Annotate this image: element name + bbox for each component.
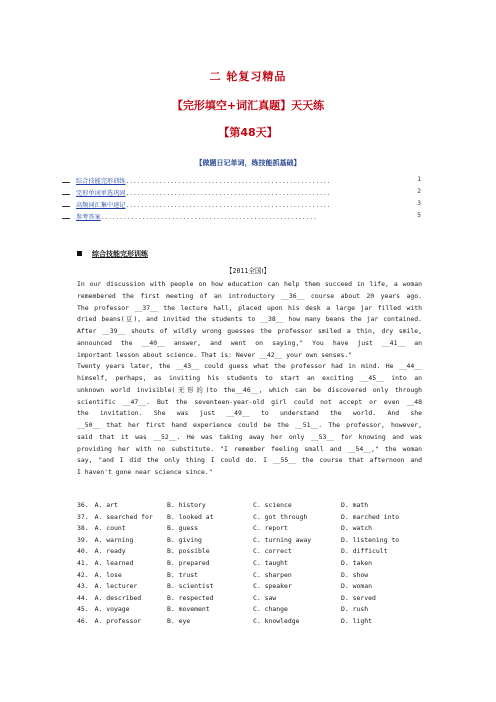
passage-line: important lesson about science. That is: Never __42__ your own senses." [77,350,353,359]
option-row [77,559,422,571]
option-a[interactable] [77,501,118,509]
toc-marker [62,182,70,183]
option-a[interactable] [77,559,133,567]
option-d[interactable]: D. watch [341,524,373,533]
option-d[interactable]: D. show [341,570,369,579]
option-a[interactable] [77,582,137,590]
option-row [77,605,422,617]
question-number: 41. [77,558,89,567]
option-d[interactable]: D. taken [341,558,373,567]
toc-page-number: 3 [417,200,421,207]
toc-leader: ....................................................... [125,178,331,185]
toc-link[interactable]: 完形单词单选巩固 [76,190,126,197]
toc-item-4[interactable] [76,212,421,221]
toc-link[interactable]: 参考答案 [76,214,101,221]
exam-source: 【2011全国Ⅰ】 [225,267,271,275]
toc-link[interactable]: 综合技能完形训练 [76,178,126,185]
passage-line: I haven't gone near science since." [77,468,213,476]
option-text: A. lose [94,570,122,579]
option-row [77,547,422,559]
option-b[interactable]: B. prepared [167,558,210,567]
option-row [77,571,422,583]
option-text: A. professor [94,616,142,625]
option-a[interactable] [77,524,126,532]
passage-line: himself, perhaps, as inviting his students to start an exciting __45__ into an [77,374,422,382]
option-text: A. lecturer [94,582,138,591]
option-d[interactable]: D. light [341,616,373,625]
option-b[interactable]: B. eye [167,616,191,625]
option-row [77,617,422,629]
option-a[interactable] [77,547,126,555]
option-a[interactable] [77,571,122,579]
passage-line: scientific __47__. But the seventeen-year-old girl could not accept or even __48 [77,397,422,406]
option-a[interactable] [77,594,141,602]
cloze-passage [77,279,422,479]
option-text: A. described [94,593,142,602]
option-c[interactable]: C. science [253,501,292,509]
option-c[interactable]: C. got through [253,512,308,521]
option-b[interactable]: B. respected [167,593,214,602]
option-d[interactable]: D. marched into [341,512,400,521]
option-c[interactable]: C. taught [253,558,288,567]
option-c[interactable]: C. sharpen [253,570,292,579]
question-number: 36. [77,501,89,509]
option-b[interactable]: B. guess [167,524,199,533]
option-d[interactable]: D. listening to [341,535,400,544]
passage-line: the invitation. She was just __49__ to understand the world. And she [77,409,422,418]
option-text: A. learned [94,558,134,567]
option-a[interactable] [77,536,133,544]
question-number: 38. [77,524,89,533]
toc-marker [62,206,70,207]
question-number: 45. [77,605,89,614]
passage-line: Twenty years later, the __43__ could guess what the professor had in mind. He __44__ [77,362,422,371]
option-b[interactable]: B. scientist [167,582,214,591]
section-title: 综合技能完形训练 [92,250,148,258]
bullet-square-icon [77,251,82,256]
toc-leader: ....................................................... [125,190,331,197]
option-d[interactable]: D. rush [341,605,369,614]
toc-item-3[interactable] [76,200,421,209]
passage-line: said that it was __52__. He was taking away her only __53__ for knowing and was [77,432,422,441]
passage-line: In our discussion with people on how education can help them succeed in life, a woman [77,280,422,288]
option-a[interactable] [77,513,153,521]
page-subtitle: 【完形填空+词汇真题】天天练 [171,99,325,112]
question-number: 46. [77,616,89,625]
option-row [77,582,422,594]
passage-line: providing her with no substitute. "I remember feeling small and __54__," the woman [77,444,422,453]
option-b[interactable]: B. trust [167,570,199,579]
section-heading [77,249,148,259]
option-b[interactable]: B. history [167,501,206,509]
option-text: A. art [94,501,118,509]
option-a[interactable] [77,617,141,625]
passage-line: The professor __37__ the lecture hall, placed upon his desk a large jar filled with [77,303,422,312]
question-number: 39. [77,535,89,544]
option-d[interactable]: D. woman [341,582,373,591]
option-b[interactable]: B. possible [167,547,210,556]
toc-marker [62,194,70,195]
option-c[interactable]: C. change [253,605,288,614]
option-c[interactable]: C. correct [253,547,292,556]
option-text: A. warning [94,535,134,544]
option-c[interactable]: C. speaker [253,582,292,591]
question-number: 40. [77,547,89,556]
answer-options [77,501,422,629]
option-row [77,501,422,513]
question-number: 43. [77,582,89,591]
toc-leader: ....................................................... [125,202,331,209]
option-b[interactable]: B. giving [167,535,202,544]
option-d[interactable]: D. served [341,593,376,602]
toc-item-2[interactable] [76,188,421,197]
toc-page-number: 2 [417,188,421,195]
question-number: 42. [77,570,89,579]
option-c[interactable]: C. report [253,524,288,533]
option-row [77,524,422,536]
option-c[interactable]: C. knowledge [253,616,300,625]
passage-line: dried beans(豆), and invited the students to __38__ how many beans the jar contained. [77,315,422,324]
passage-line: unknown world invisible(无形的)to the__46__, which can be discovered only through [77,385,422,394]
option-d[interactable]: D. difficult [341,547,388,556]
page-title: 二 轮复习精品 [209,70,287,83]
option-c[interactable]: C. saw [253,593,277,602]
passage-line: say, "and I did the only thing I could do. I __55__ the course that afternoon and [77,456,422,465]
option-text: A. voyage [94,605,130,614]
option-row [77,594,422,606]
question-number: 44. [77,593,89,602]
passage-line: __50__ that her first hand experience could be the __51__. The professor, however, [77,421,422,429]
option-b[interactable]: B. movement [167,605,210,614]
option-text: A. ready [94,547,126,556]
question-number: 37. [77,512,89,521]
option-b[interactable]: B. looked at [167,512,214,521]
option-d[interactable]: D. math [341,501,369,509]
toc-marker [62,218,70,219]
toc-item-1[interactable] [76,176,421,185]
option-a[interactable] [77,605,130,613]
day-label: 【第48天】 [218,126,278,139]
toc-page-number: 1 [417,176,421,183]
toc-page-number: 5 [417,212,421,219]
option-c[interactable]: C. turning away [253,535,312,544]
passage-line: remembered the first meeting of an introductory __36__ course about 20 years ago. [77,291,422,300]
passage-line: After __39__ shouts of wildly wrong guesses the professor smiled a thin, dry smile, [77,327,422,335]
option-text: A. searched for [94,512,153,521]
section-slogan: 【做题日记单词，练技能抓基础】 [195,159,301,167]
toc-leader: .......................................................... [100,214,317,221]
toc-link[interactable]: 高频词汇集中速记 [76,202,126,209]
option-row [77,536,422,548]
passage-line: announced the __40__ answer, and went on saying," You have just __41__ an [77,338,422,347]
option-row [77,513,422,525]
option-text: A. count [94,524,126,533]
